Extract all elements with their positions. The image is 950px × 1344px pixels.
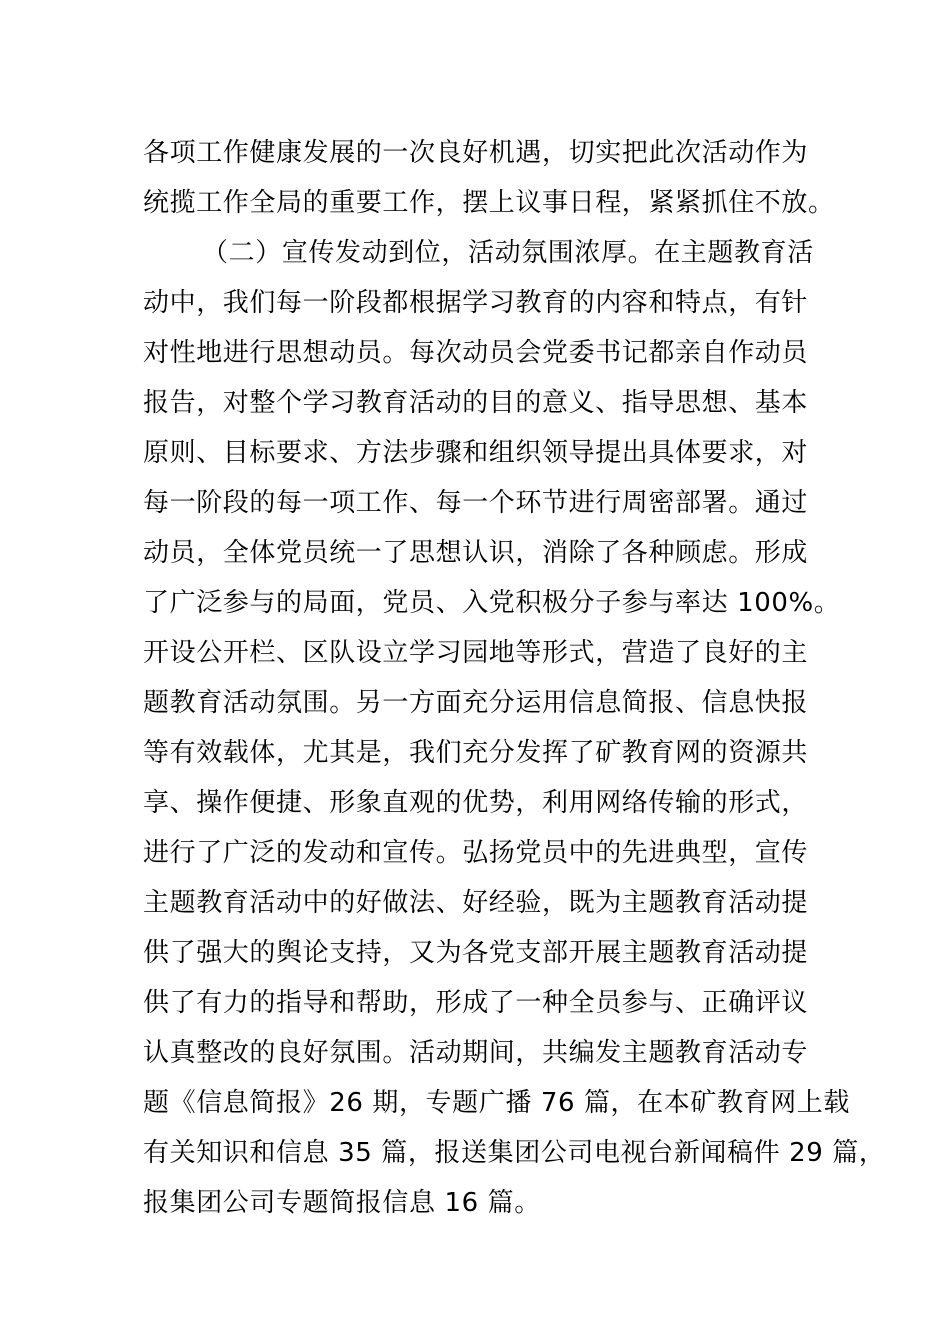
text-line: 题《信息简报》26 期，专题广播 76 篇，在本矿教育网上载 [143, 1088, 850, 1118]
text-line: 了广泛参与的局面，党员、入党积极分子参与率达 100%。 [143, 588, 841, 618]
text-line: 每一阶段的每一项工作、每一个环节进行周密部署。通过 [143, 488, 809, 518]
text-line: 报集团公司专题简报信息 16 篇。 [143, 1188, 541, 1218]
text-line: 动员，全体党员统一了思想认识，消除了各种顾虑。形成 [143, 538, 809, 568]
text-line: 认真整改的良好氛围。活动期间，共编发主题教育活动专 [143, 1038, 809, 1068]
section-heading-line: （二）宣传发动到位，活动氛围浓厚。在主题教育活 [202, 238, 814, 268]
text-line: 进行了广泛的发动和宣传。弘扬党员中的先进典型，宣传 [143, 838, 809, 868]
text-line: 题教育活动氛围。另一方面充分运用信息简报、信息快报 [143, 688, 809, 718]
text-line: 各项工作健康发展的一次良好机遇，切实把此次活动作为 [143, 138, 809, 168]
text-line: 等有效载体，尤其是，我们充分发挥了矿教育网的资源共 [143, 738, 809, 768]
text-line: 享、操作便捷、形象直观的优势，利用网络传输的形式， [143, 788, 809, 818]
text-line: 动中，我们每一阶段都根据学习教育的内容和特点，有针 [143, 288, 809, 318]
text-line: 原则、目标要求、方法步骤和组织领导提出具体要求，对 [143, 438, 809, 468]
text-line: 统揽工作全局的重要工作，摆上议事日程，紧紧抓住不放。 [143, 188, 835, 218]
text-line: 供了强大的舆论支持，又为各党支部开展主题教育活动提 [143, 938, 809, 968]
text-line: 供了有力的指导和帮助，形成了一种全员参与、正确评议 [143, 988, 809, 1018]
body-text [143, 128, 886, 1228]
text-line: 报告，对整个学习教育活动的目的意义、指导思想、基本 [143, 388, 809, 418]
text-line: 对性地进行思想动员。每次动员会党委书记都亲自作动员 [143, 338, 809, 368]
text-line: 主题教育活动中的好做法、好经验，既为主题教育活动提 [143, 888, 809, 918]
text-line: 开设公开栏、区队设立学习园地等形式，营造了良好的主 [143, 638, 809, 668]
text-line: 有关知识和信息 35 篇，报送集团公司电视台新闻稿件 29 篇， [143, 1138, 886, 1168]
